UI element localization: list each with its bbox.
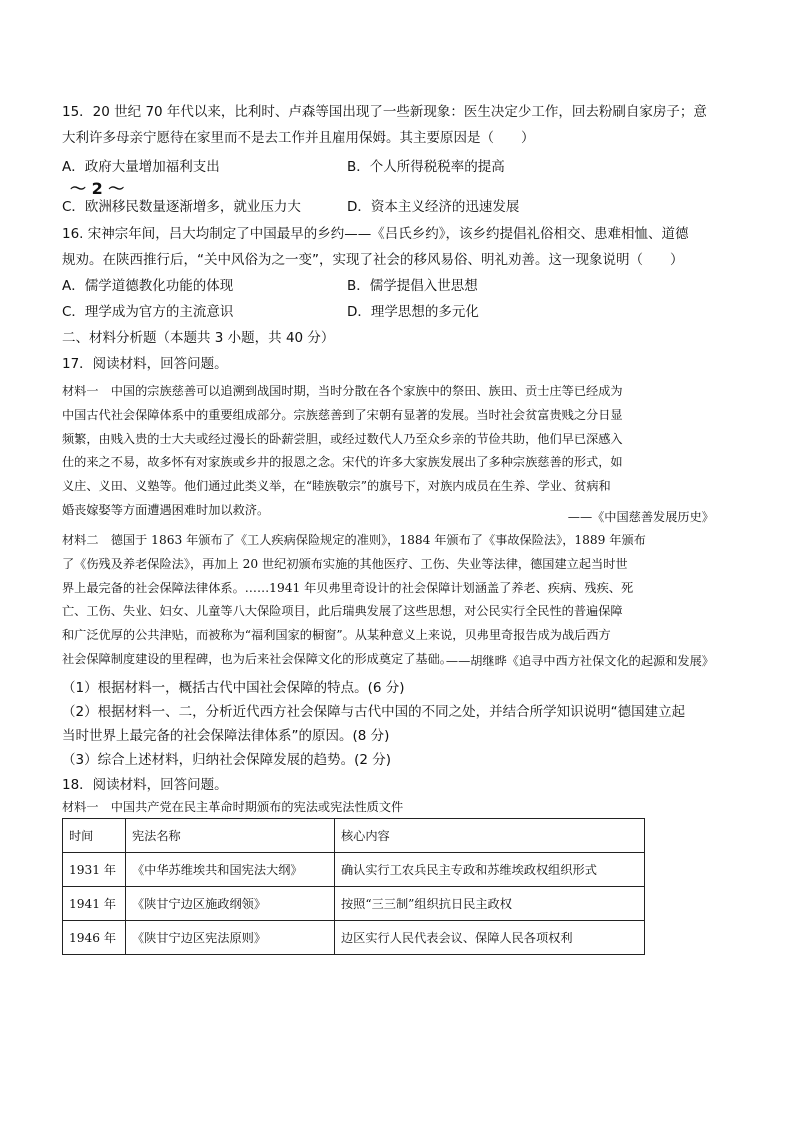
q17-m1-source: ——《中国慈善发展历史》	[567, 510, 714, 524]
q16-option-d: D．理学思想的多元化	[347, 304, 479, 320]
q17-material-one	[62, 380, 722, 523]
table-cell: 1931 年	[63, 853, 126, 887]
q15-option-b: B．个人所得税税率的提高	[347, 159, 505, 175]
table-row	[63, 921, 645, 955]
table-row	[63, 853, 645, 887]
q16-option-c: C．理学成为官方的主流意识	[62, 304, 234, 320]
table-header-cell: 时间	[63, 819, 126, 853]
q17-m2-line: 界上最完备的社会保障法律体系。……1941 年贝弗里奇设计的社会保障计划涵盖了养老、疾病、残疾、死	[62, 580, 634, 595]
table-cell: 边区实行人民代表会议、保障人民各项权利	[335, 921, 645, 955]
page-number: ～ 2 ～	[70, 179, 125, 198]
table-row	[63, 887, 645, 921]
q15-option-d: D．资本主义经济的迅速发展	[347, 199, 520, 215]
q17-sub-question-1: （1）根据材料一，概括古代中国社会保障的特点。(6 分)	[62, 680, 405, 696]
table-header-row	[63, 819, 645, 853]
q15-stem-line-1: 15．20 世纪 70 年代以来，比利时、卢森等国出现了一些新现象：医生决定少工作，回去粉刷自家房子；意	[62, 104, 707, 120]
q17-m2-line: 和广泛优厚的公共津贴，而被称为“福利国家的橱窗”。从某种意义上来说，贝弗里奇报告成为战后西方	[62, 628, 611, 643]
q17-sub-question-3: （3）综合上述材料，归纳社会保障发展的趋势。(2 分)	[62, 752, 392, 768]
q16-stem-line-1: 16. 宋神宗年间，吕大均制定了中国最早的乡约——《吕氏乡约》，该乡约提倡礼俗相交、患难相恤、道德	[62, 226, 689, 242]
q17-m2-line: 了《伤残及养老保险法》，再加上 20 世纪初颁布实施的其他医疗、工伤、失业等法律，德国建立起当时世	[62, 556, 628, 571]
q17-m1-line: 义庄、义田、义塾等。他们通过此类义举，在“睦族敬宗”的旗号下，对族内成员在生养、学业、贫病和	[62, 479, 611, 494]
table-cell: 《陕甘宁边区施政纲领》	[126, 887, 335, 921]
table-cell: 按照“三三制”组织抗日民主政权	[335, 887, 645, 921]
q15-option-c: C．欧洲移民数量逐渐增多，就业压力大	[62, 199, 301, 215]
q18-intro: 18．阅读材料，回答问题。	[62, 777, 228, 793]
q18-material-one-caption: 材料一 中国共产党在民主革命时期颁布的宪法或宪法性质文件	[62, 800, 404, 814]
q16-option-b: B．儒学提倡入世思想	[347, 278, 478, 294]
table-cell: 《陕甘宁边区宪法原则》	[126, 921, 335, 955]
table-cell: 1946 年	[63, 921, 126, 955]
q16-stem-line-2: 规劝。在陕西推行后，“关中风俗为之一变”，实现了社会的移风易俗、明礼劝善。这一现象说明（ ）	[62, 252, 684, 268]
q17-sub-question-2-line-2: 当时世界上最完备的社会保障法律体系”的原因。(8 分)	[62, 728, 390, 744]
q17-m1-line: 仕的来之不易，故多怀有对家族或乡井的报恩之念。宋代的许多大家族发展出了多种宗族慈善的形式，如	[62, 455, 623, 470]
section-heading: 二、材料分析题（本题共 3 小题，共 40 分）	[62, 330, 335, 346]
q17-m2-line: 亡、工伤、失业、妇女、儿童等八大保险项目，此后瑞典发展了这些思想，对公民实行全民性的普遍保障	[62, 604, 623, 619]
q17-m2-line: 社会保障制度建设的里程碑，也为后来社会保障文化的形成奠定了基础。	[62, 651, 452, 666]
q17-intro: 17．阅读材料，回答问题。	[62, 356, 228, 372]
q15-option-a: A．政府大量增加福利支出	[62, 159, 220, 175]
constitution-table	[62, 818, 645, 955]
q17-m1-line: 中国古代社会保障体系中的重要组成部分。宗族慈善到了宋朝有显著的发展。当时社会贫富贵贱之分日显	[62, 407, 623, 422]
q17-sub-question-2-line-1: （2）根据材料一、二，分析近代西方社会保障与古代中国的不同之处，并结合所学知识说明“德国建立起	[62, 704, 686, 720]
q16-option-a: A．儒学道德教化功能的体现	[62, 278, 234, 294]
table-cell: 《中华苏维埃共和国宪法大纲》	[126, 853, 335, 887]
table-cell: 确认实行工农兵民主专政和苏维埃政权组织形式	[335, 853, 645, 887]
table-header-cell: 宪法名称	[126, 819, 335, 853]
table-cell: 1941 年	[63, 887, 126, 921]
q17-m1-line: 材料一 中国的宗族慈善可以追溯到战国时期，当时分散在各个家族中的祭田、族田、贡士庄等已经成为	[62, 384, 623, 398]
q17-m2-line: 材料二 德国于 1863 年颁布了《工人疾病保险规定的准则》，1884 年颁布了《事故保险法》，1889 年颁布	[62, 533, 646, 547]
q17-m1-line: 婚丧嫁娶等方面遭遇困难时加以救济。	[62, 502, 270, 517]
q17-m1-line: 频繁，由贱入贵的士大夫或经过漫长的卧薪尝胆，或经过数代人乃至众乡亲的节俭共助，他们早已深感入	[62, 431, 623, 446]
q15-stem-line-2: 大利许多母亲宁愿待在家里而不是去工作并且雇用保姆。其主要原因是（ ）	[62, 130, 535, 146]
table-header-cell: 核心内容	[335, 819, 645, 853]
q17-m2-source: ——胡继晔《追寻中西方社保文化的起源和发展》	[445, 654, 714, 668]
q17-material-two	[62, 529, 722, 672]
